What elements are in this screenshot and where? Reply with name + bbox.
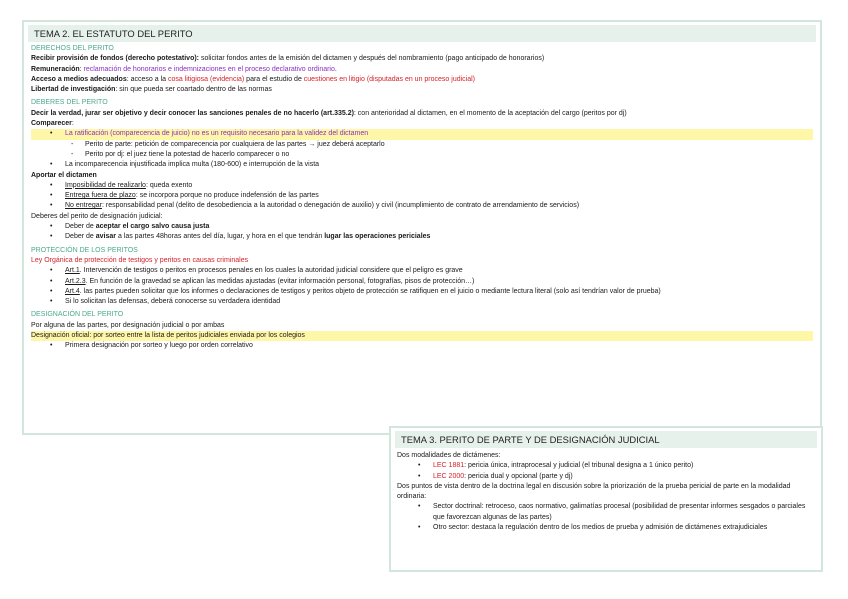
list-item-incomparecencia: • La incomparecencia injustificada implica multa (180-600) e interrupción de la vista: [31, 160, 813, 170]
list-item-perito-dj: - Perito por dj: el juez tiene la potestad de hacerlo comparecer o no: [31, 150, 813, 160]
list-item-aceptar-cargo: • Deber de aceptar el cargo salvo causa justa: [31, 222, 813, 232]
list-item-primera-designacion: • Primera designación por sorteo y luego por orden correlativo: [31, 341, 813, 351]
deberes-dj: Deberes del perito de designación judicial:: [31, 212, 163, 220]
derecho-remuneracion: Remuneración: reclamación de honorarios e indemnizaciones en el proceso declarativo ordinario.: [31, 65, 337, 73]
derecho-acceso: Acceso a medios adecuados: acceso a la cosa litigiosa (evidencia) para el estudio de cuestiones en litigio (disputadas en un proceso judicial): [31, 75, 475, 83]
designacion-oficial: Designación oficial: por sorteo entre la lista de peritos judiciales enviada por los colegios: [31, 331, 813, 341]
list-item-sector-doctrinal: • Sector doctrinal: retroceso, caos normativo, galimatías procesal (posibilidad de presentar informes sesgados o parciales que favorezcan algunas de las partes): [397, 502, 815, 523]
list-item-imposibilidad: • Imposibilidad de realizarlo: queda exento: [31, 181, 813, 191]
list-item-otro-sector: • Otro sector: destaca la regulación dentro de los medios de prueba y admisión de dictámenes extrajudiciales: [397, 523, 815, 533]
derechos-heading: DERECHOS DEL PERITO: [31, 45, 114, 52]
list-item-defensas: • Si lo solicitan las defensas, deberá conocerse su verdadera identidad: [31, 297, 813, 307]
deber-verdad: Decir la verdad, jurar ser objetivo y decir conocer las sanciones penales de no hacerlo (art.335.2): con anterioridad al dictamen, en el momento de la aceptación del cargo (peritos por dj): [31, 109, 627, 117]
derecho-provision: Recibir provisión de fondos (derecho potestativo): solicitar fondos antes de la emisión del dictamen y después del nombramiento (pago anticipado de honorarios): [31, 55, 545, 63]
list-item-art4: • Art.4. las partes pueden solicitar que los informes o declaraciones de testigos y peritos objeto de protección se ratifiquen en el juicio o mediante lectura literal (solo así tendrían valor de prueba): [31, 287, 813, 297]
deber-comparecer: Comparecer:: [31, 120, 74, 128]
list-item-art23: • Art.2.3. En función de la gravedad se aplican las medidas ajustadas (evitar información personal, fotografías, pisos de protección…): [31, 277, 813, 287]
deberes-heading: DEBERES DEL PERITO: [31, 99, 108, 107]
list-item-entrega-fuera: • Entrega fuera de plazo: se incorpora porque no produce indefensión de las partes: [31, 191, 813, 201]
tema2-title: TEMA 2. EL ESTATUTO DEL PERITO: [28, 25, 816, 42]
dos-puntos-vista: Dos puntos de vista dentro de la doctrina legal en discusión sobre la priorización de la prueba pericial de parte en la modalidad ordinaria:: [397, 482, 791, 501]
list-item-ratificacion: • La ratificación (comparecencia de juicio) no es un requisito necesario para la validez del dictamen: [31, 129, 813, 139]
tema3-card: [389, 426, 823, 572]
list-item-lec2000: • LEC 2000: pericia dual y opcional (parte y dj): [397, 472, 815, 482]
designacion-heading: DESIGNACIÓN DEL PERITO: [31, 311, 124, 319]
list-item-art1: • Art.1. Intervención de testigos o peritos en procesos penales en los cuales la autoridad judicial considere que el peligro es grave: [31, 266, 813, 276]
tema3-title: TEMA 3. PERITO DE PARTE Y DE DESIGNACIÓN JUDICIAL: [395, 431, 817, 448]
designacion-partes: Por alguna de las partes, por designación judicial o por ambas: [31, 321, 225, 329]
tema3-body: [391, 451, 821, 533]
list-item-lec1881: • LEC 1881: pericia única, intraprocesal y judicial (el tribunal designa a 1 único perito): [397, 461, 815, 471]
list-item-avisar: • Deber de avisar a las partes 48horas antes del día, lugar, y hora en el que tendrán lugar las operaciones periciales: [31, 232, 813, 242]
dos-modalidades: Dos modalidades de dictámenes:: [397, 452, 501, 459]
derecho-libertad: Libertad de investigación: sin que pueda ser coartado dentro de las normas: [31, 86, 272, 94]
list-item-no-entregar: • No entregar: responsabilidad penal (delito de desobediencia a la autoridad o denegación de auxilio) y civil (incumplimiento de contrato de arrendamiento de servicios): [31, 201, 813, 211]
tema2-card: [22, 20, 822, 435]
ley-organica: Ley Orgánica de protección de testigos y peritos en causas criminales: [31, 256, 249, 264]
list-item-perito-parte: - Perito de parte: petición de comparecencia por cualquiera de las partes → juez deberá aceptarlo: [31, 140, 813, 150]
tema2-body: [24, 44, 820, 352]
proteccion-heading: PROTECCIÓN DE LOS PERITOS: [31, 246, 138, 254]
deber-aportar: Aportar el dictamen: [31, 171, 97, 179]
